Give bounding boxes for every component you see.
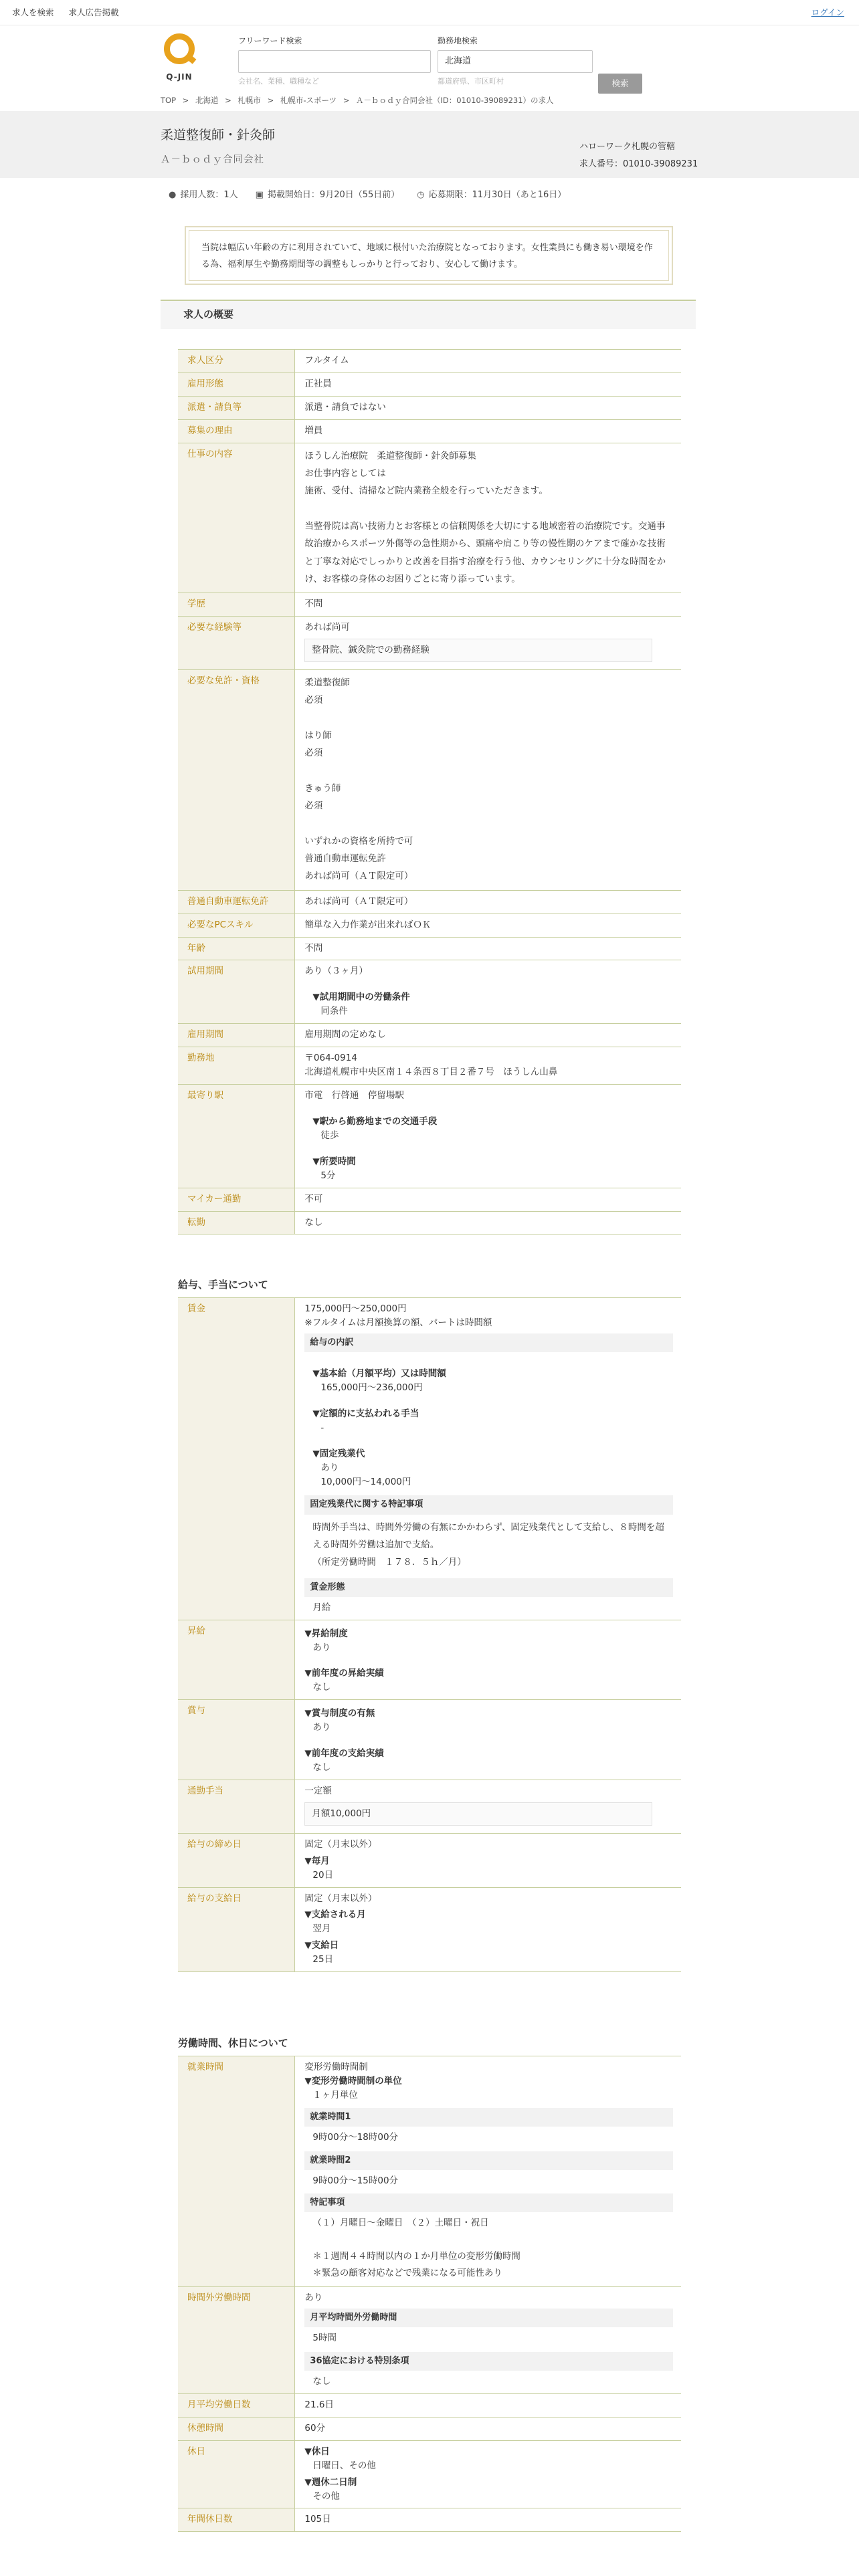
row-label: 賞与 <box>178 1700 295 1780</box>
company-name: Ａ－ｂｏｄｙ合同会社 <box>161 154 264 165</box>
row-label: 勤務地 <box>178 1047 295 1085</box>
table-row <box>178 2056 681 2287</box>
raise-record-title: ▼前年度の昇給実績 <box>304 1668 384 1679</box>
keyword-label: フリーワード検索 <box>238 36 302 45</box>
row-value: 増員 <box>295 419 681 443</box>
row-value: 柔道整復師 必須 はり師 必須 きゅう師 必須 いずれかの資格を所持で可 普通自動車運転免許 あれば尚可（ＡＴ限定可） <box>295 669 681 890</box>
agreement36-value: なし <box>312 2376 331 2387</box>
overtime-avg-value: 5時間 <box>312 2332 337 2343</box>
calendar-icon: ▣ <box>255 190 264 200</box>
row-value: 正社員 <box>295 372 681 396</box>
row-value <box>295 2440 681 2508</box>
fixed-allowance-title: ▼定額的に支払われる手当 <box>312 1408 419 1419</box>
bonus-record-value: なし <box>312 1762 331 1774</box>
logo-text: Q-JIN <box>166 72 193 82</box>
table-row <box>178 396 681 419</box>
row-label: 就業時間 <box>178 2056 295 2287</box>
commute-value: 一定額 <box>304 1785 332 1796</box>
hours-unit-value: １ヶ月単位 <box>312 2089 358 2101</box>
table-row <box>178 2508 681 2532</box>
breadcrumb <box>161 95 558 107</box>
table-row <box>178 890 681 914</box>
job-title: 柔道整復師・針灸師 <box>161 128 276 142</box>
logo-mark-icon <box>164 33 195 64</box>
breadcrumb-sep: > <box>343 96 350 105</box>
trial-sub-value: 同条件 <box>320 1006 348 1017</box>
row-label: 転勤 <box>178 1211 295 1235</box>
row-value: フルタイム <box>295 350 681 373</box>
clock-icon: ◷ <box>417 190 425 200</box>
pay-month-value: 翌月 <box>312 1923 331 1935</box>
row-value <box>295 1700 681 1780</box>
overtime-special-title: 固定残業代に関する特記事項 <box>304 1495 673 1514</box>
post-ad-link[interactable]: 求人広告掲載 <box>68 7 119 17</box>
row-label: 月平均労働日数 <box>178 2393 295 2417</box>
row-value: 21.6日 <box>295 2393 681 2417</box>
fixed-overtime-exists: あり <box>320 1462 339 1473</box>
pr-notice-text: 当院は幅広い年齢の方に利用されていて、地域に根付いた治療院となっております。女性業員にも働き易い環境を作る為、福利厚生や勤務期間等の調整もしっかりと行っており、安心して働けます。 <box>189 230 669 281</box>
table-row <box>178 419 681 443</box>
experience-value: あれば尚可 <box>304 622 350 633</box>
base-pay-value: 165,000円〜236,000円 <box>320 1382 423 1393</box>
overview-table <box>178 349 681 1235</box>
deadline-text: 応募期限：11月30日（あと16日） <box>428 190 567 200</box>
row-label: 募集の理由 <box>178 419 295 443</box>
station-access-title: ▼駅から勤務地までの交通手段 <box>312 1115 438 1127</box>
overview-heading <box>161 300 696 329</box>
pay-day-value: 固定（月末以外） <box>304 1893 377 1904</box>
fixed-overtime-value: 10,000円〜14,000円 <box>320 1476 411 1487</box>
table-row <box>178 1211 681 1235</box>
logo[interactable] <box>161 33 198 87</box>
breadcrumb-sep: > <box>267 96 274 105</box>
posted-text: 掲載開始日：9月20日（55日前） <box>267 190 400 200</box>
location-label: 勤務地検索 <box>438 36 478 45</box>
raise-system-value: あり <box>312 1642 331 1653</box>
table-row <box>178 617 681 670</box>
salary-table <box>178 1297 681 1972</box>
shift2-title: 就業時間2 <box>304 2151 673 2170</box>
overtime-avg-title: 月平均時間外労働時間 <box>304 2309 673 2327</box>
row-label: 必要な経験等 <box>178 617 295 670</box>
table-row <box>178 1024 681 1047</box>
table-row <box>178 1620 681 1700</box>
row-value <box>295 617 681 670</box>
bonus-system-value: あり <box>312 1722 331 1733</box>
hours-unit-title: ▼変形労働時間制の単位 <box>304 2075 402 2086</box>
person-icon: ● <box>169 190 177 200</box>
table-row <box>178 372 681 396</box>
row-value: 雇用期間の定めなし <box>295 1024 681 1047</box>
row-label: 必要なPCスキル <box>178 914 295 937</box>
location-hint: 都道府県、市区町村 <box>438 76 504 86</box>
breadcrumb-top[interactable]: TOP <box>161 96 177 105</box>
breadcrumb-sep: > <box>182 96 189 105</box>
row-value <box>295 1298 681 1620</box>
close-day-day: 20日 <box>312 1869 334 1881</box>
pr-notice <box>185 226 673 285</box>
shift1-value: 9時00分〜18時00分 <box>312 2131 399 2143</box>
row-value: あれば尚可（ＡＴ限定可） <box>295 890 681 914</box>
row-value: ほうしん治療院 柔道整復師・針灸師募集 お仕事内容としては 施術、受付、清掃など院内業務全般を行っていただきます。 当整骨院は高い技術力とお客様との信頼関係を大切にする地域密着の治療院です。交通事故治療からスポーツ外傷等の急性期から、頭痛や肩こり等の慢性期のケアまで確かな技術と丁寧な対応でしっかりと改善を目指す治療を行う他、カウンセリングに十分な時間をかけ、お客様の身体のお困りごとに寄り添っています。 <box>295 443 681 593</box>
hires-text: 採用人数：1人 <box>180 190 238 200</box>
wage-form-title: 賃金形態 <box>304 1578 673 1597</box>
wage-note: ※フルタイムは月額換算の額、パートは時間額 <box>304 1317 492 1328</box>
holiday-title: ▼休日 <box>304 2446 330 2457</box>
header <box>0 25 859 92</box>
table-row <box>178 443 681 593</box>
row-value: 不可 <box>295 1188 681 1211</box>
shift1-title: 就業時間1 <box>304 2108 673 2127</box>
row-value: 〒064-0914 北海道札幌市中央区南１４条西８丁目２番７号 ほうしん山鼻 <box>295 1047 681 1085</box>
row-value: 105日 <box>295 2508 681 2532</box>
work-heading: 労働時間、休日について <box>178 2037 288 2049</box>
row-label: 普通自動車運転免許 <box>178 890 295 914</box>
job-title-band <box>0 111 859 178</box>
hello-work-office: ハローワーク札幌の管轄 <box>579 142 676 152</box>
top-nav <box>0 0 859 25</box>
salary-heading: 給与、手当について <box>178 1279 268 1291</box>
shift2-value: 9時00分〜15時00分 <box>312 2175 399 2186</box>
hours-system-value: 変形労働時間制 <box>304 2062 368 2072</box>
table-row <box>178 1833 681 1887</box>
row-label: 休憩時間 <box>178 2417 295 2440</box>
row-value <box>295 1887 681 1972</box>
bonus-system-title: ▼賞与制度の有無 <box>304 1708 375 1719</box>
row-label: 年齢 <box>178 937 295 960</box>
close-day-value: 固定（月末以外） <box>304 1838 377 1850</box>
table-row <box>178 1887 681 1972</box>
row-label: 給与の支給日 <box>178 1887 295 1972</box>
pay-day-day: 25日 <box>312 1954 334 1965</box>
row-value <box>295 1780 681 1833</box>
table-row <box>178 1298 681 1620</box>
job-meta <box>169 189 583 202</box>
row-value: 60分 <box>295 2417 681 2440</box>
pay-day-title: ▼支給日 <box>304 1940 339 1951</box>
hours-note-title: 特記事項 <box>304 2193 673 2212</box>
wage-form-value: 月給 <box>312 1602 331 1613</box>
breadcrumb-sep: > <box>225 96 231 105</box>
table-row <box>178 669 681 890</box>
bonus-record-title: ▼前年度の支給実績 <box>304 1748 384 1759</box>
table-row <box>178 2393 681 2417</box>
row-label: 雇用期間 <box>178 1024 295 1047</box>
trial-sub-title: ▼試用期間中の労働条件 <box>312 992 410 1003</box>
keyword-input[interactable] <box>238 50 431 73</box>
row-label: マイカー通勤 <box>178 1188 295 1211</box>
row-label: 雇用形態 <box>178 372 295 396</box>
row-label: 学歴 <box>178 593 295 617</box>
row-value: なし <box>295 1211 681 1235</box>
row-label: 昇給 <box>178 1620 295 1700</box>
row-label: 給与の締め日 <box>178 1833 295 1887</box>
table-row <box>178 1188 681 1211</box>
row-value <box>295 960 681 1024</box>
station-access-value: 徒歩 <box>320 1130 339 1141</box>
agreement36-title: 36協定における特別条項 <box>304 2352 673 2371</box>
row-value <box>295 2056 681 2287</box>
station-time-title: ▼所要時間 <box>312 1156 356 1167</box>
close-day-title: ▼毎月 <box>304 1855 330 1866</box>
breadcrumb-current: Ａ－ｂｏｄｙ合同会社（ID：01010-39089231）の求人 <box>356 96 554 105</box>
row-value <box>295 1833 681 1887</box>
row-value <box>295 1085 681 1188</box>
table-row <box>178 914 681 937</box>
job-number: 求人番号：01010-39089231 <box>579 159 698 169</box>
table-row <box>178 960 681 1024</box>
table-row <box>178 2440 681 2508</box>
raise-record-value: なし <box>312 1682 331 1693</box>
row-label: 必要な免許・資格 <box>178 669 295 890</box>
search-button[interactable]: 検索 <box>598 74 642 94</box>
row-value <box>295 2286 681 2393</box>
breadcrumb-hokkaido[interactable]: 北海道 <box>195 96 219 105</box>
hours-note-text: （１）月曜日〜金曜日 （２）土曜日・祝日 ＊１週間４４時間以内の１か月単位の変形労働時間 ＊緊急の顧客対応などで残業になる可能性あり <box>312 2218 520 2278</box>
deadline-date <box>417 189 566 202</box>
weekly-two-days-title: ▼週休二日制 <box>304 2476 357 2488</box>
base-pay-title: ▼基本給（月額平均）又は時間額 <box>312 1368 446 1379</box>
wage-range: 175,000円〜250,000円 <box>304 1303 407 1314</box>
row-label: 通勤手当 <box>178 1780 295 1833</box>
posted-date <box>256 189 400 202</box>
table-row <box>178 1085 681 1188</box>
weekly-two-days-value: その他 <box>312 2490 340 2502</box>
hires-count <box>169 189 238 202</box>
table-row <box>178 2286 681 2393</box>
station-time-value: 5分 <box>320 1170 336 1181</box>
station-value: 市電 行啓通 停留場駅 <box>304 1090 404 1101</box>
overtime-special-text: 時間外手当は、時間外労働の有無にかかわらず、固定残業代として支給し、８時間を超える時間外労働は追加で支給。 （所定労働時間 １７８．５ｈ／月） <box>312 1521 664 1568</box>
experience-box: 整骨院、鍼灸院での勤務経験 <box>304 639 652 662</box>
keyword-hint: 会社名、業種、職種など <box>238 76 319 86</box>
table-row <box>178 937 681 960</box>
breadcrumb-sapporo[interactable]: 札幌市 <box>237 96 261 105</box>
trial-value: あり（３ヶ月） <box>304 966 368 977</box>
table-row <box>178 1700 681 1780</box>
row-label: 賃金 <box>178 1298 295 1620</box>
table-row <box>178 2417 681 2440</box>
holiday-value: 日曜日、その他 <box>312 2460 376 2471</box>
breakdown-title: 給与の内訳 <box>304 1333 673 1352</box>
row-label: 派遣・請負等 <box>178 396 295 419</box>
overview-heading-text: 求人の概要 <box>183 308 234 321</box>
row-label: 仕事の内容 <box>178 443 295 593</box>
table-row <box>178 1780 681 1833</box>
pay-month-title: ▼支給される月 <box>304 1909 366 1921</box>
row-value: 不問 <box>295 593 681 617</box>
table-row <box>178 350 681 373</box>
location-search <box>438 35 593 87</box>
row-label: 年間休日数 <box>178 2508 295 2532</box>
row-label: 求人区分 <box>178 350 295 373</box>
breadcrumb-sports[interactable]: 札幌市-スポーツ <box>280 96 337 105</box>
fixed-allowance-value: - <box>320 1422 324 1433</box>
row-label: 最寄り駅 <box>178 1085 295 1188</box>
keyword-search <box>238 35 431 87</box>
row-label: 休日 <box>178 2440 295 2508</box>
commute-box: 月額10,000円 <box>304 1802 652 1826</box>
row-value: 派遣・請負ではない <box>295 396 681 419</box>
work-table <box>178 2056 681 2532</box>
login-link[interactable]: ログイン <box>811 7 844 17</box>
table-row <box>178 593 681 617</box>
raise-system-title: ▼昇給制度 <box>304 1628 348 1639</box>
overtime-value: あり <box>304 2292 323 2303</box>
row-value <box>295 1620 681 1700</box>
table-row <box>178 1047 681 1085</box>
location-input[interactable]: 北海道 <box>438 50 593 73</box>
find-jobs-link[interactable]: 求人を検索 <box>12 7 54 17</box>
row-label: 時間外労働時間 <box>178 2286 295 2393</box>
fixed-overtime-title: ▼固定残業代 <box>312 1448 365 1459</box>
row-value: 不問 <box>295 937 681 960</box>
row-label: 試用期間 <box>178 960 295 1024</box>
row-value: 簡単な入力作業が出来ればＯＫ <box>295 914 681 937</box>
